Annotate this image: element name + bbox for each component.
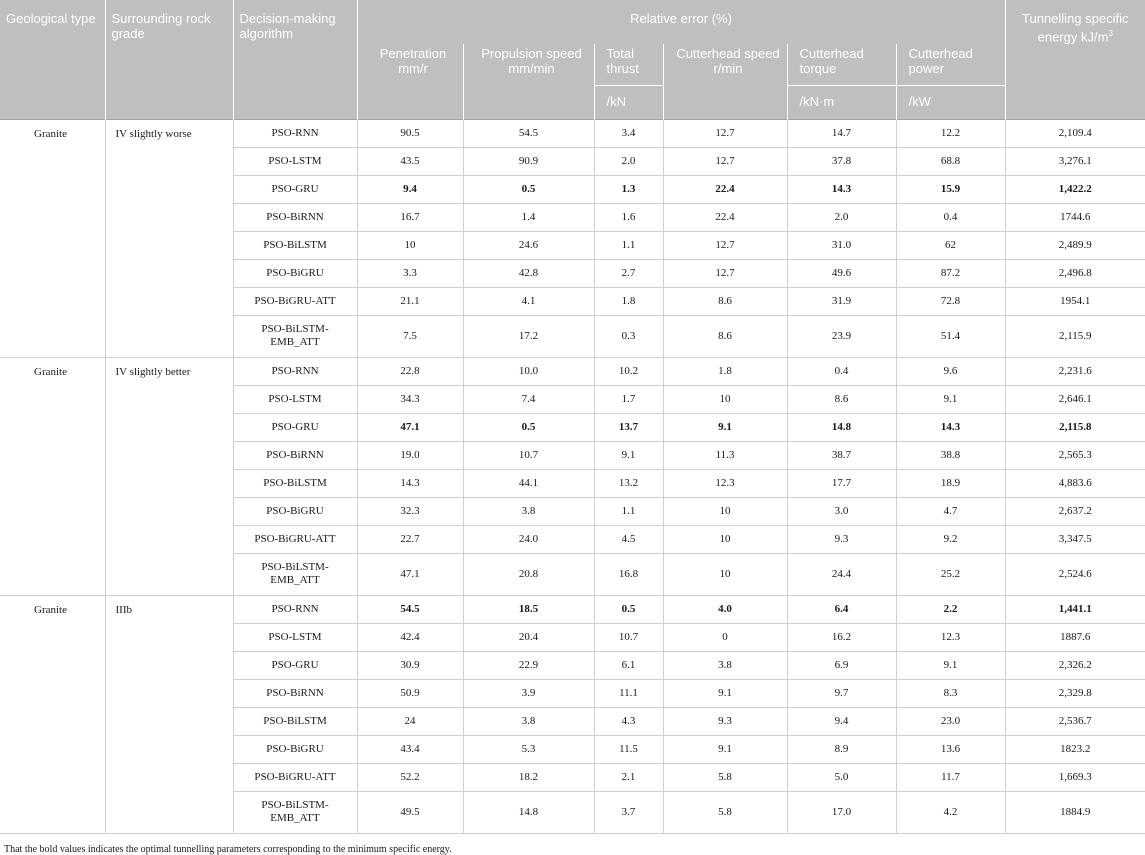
geological-type-header: Geological type: [0, 0, 105, 119]
value-cell: 1954.1: [1005, 287, 1145, 315]
value-cell: 87.2: [896, 259, 1005, 287]
value-cell: 20.8: [463, 553, 594, 595]
value-cell: 10: [663, 497, 787, 525]
value-cell: 2,536.7: [1005, 707, 1145, 735]
value-cell: 4.2: [896, 791, 1005, 833]
value-cell: 37.8: [787, 147, 896, 175]
table-row: [0, 595, 1145, 623]
value-cell: 5.0: [787, 763, 896, 791]
value-cell: 1884.9: [1005, 791, 1145, 833]
table-header: [0, 0, 1145, 119]
value-cell: 10.2: [594, 357, 663, 385]
algorithm-cell: PSO-BiGRU: [233, 497, 357, 525]
value-cell: 2,231.6: [1005, 357, 1145, 385]
algorithm-cell: PSO-BiGRU: [233, 735, 357, 763]
table-body: [0, 119, 1145, 833]
value-cell: 14.7: [787, 119, 896, 147]
value-cell: 14.3: [896, 413, 1005, 441]
value-cell: 22.4: [663, 175, 787, 203]
value-cell: 2,115.8: [1005, 413, 1145, 441]
value-cell: 12.3: [663, 469, 787, 497]
value-cell: 12.7: [663, 147, 787, 175]
value-cell: 23.0: [896, 707, 1005, 735]
value-cell: 1823.2: [1005, 735, 1145, 763]
value-cell: 0.3: [594, 315, 663, 357]
value-cell: 54.5: [357, 595, 463, 623]
value-cell: 7.5: [357, 315, 463, 357]
value-cell: 13.2: [594, 469, 663, 497]
value-cell: 42.4: [357, 623, 463, 651]
value-cell: 2,326.2: [1005, 651, 1145, 679]
algorithm-cell: PSO-BiLSTM- EMB_ATT: [233, 553, 357, 595]
value-cell: 9.1: [663, 413, 787, 441]
value-cell: 18.2: [463, 763, 594, 791]
value-cell: 14.3: [787, 175, 896, 203]
value-cell: 23.9: [787, 315, 896, 357]
value-cell: 2,109.4: [1005, 119, 1145, 147]
value-cell: 2.2: [896, 595, 1005, 623]
value-cell: 1.8: [663, 357, 787, 385]
value-cell: 16.8: [594, 553, 663, 595]
value-cell: 4.0: [663, 595, 787, 623]
power-unit: /kW: [896, 85, 1005, 119]
value-cell: 15.9: [896, 175, 1005, 203]
algorithm-cell: PSO-BiGRU: [233, 259, 357, 287]
value-cell: 42.8: [463, 259, 594, 287]
value-cell: 9.1: [594, 441, 663, 469]
value-cell: 9.1: [896, 651, 1005, 679]
value-cell: 12.7: [663, 259, 787, 287]
value-cell: 16.7: [357, 203, 463, 231]
value-cell: 18.9: [896, 469, 1005, 497]
value-cell: 17.2: [463, 315, 594, 357]
algorithm-cell: PSO-BiGRU-ATT: [233, 525, 357, 553]
value-cell: 9.3: [787, 525, 896, 553]
algorithm-cell: PSO-BiGRU-ATT: [233, 763, 357, 791]
rock-grade-header: Surrounding rock grade: [105, 0, 233, 119]
value-cell: 9.3: [663, 707, 787, 735]
value-cell: 0.5: [463, 175, 594, 203]
value-cell: 50.9: [357, 679, 463, 707]
value-cell: 10.0: [463, 357, 594, 385]
algorithm-cell: PSO-BiRNN: [233, 203, 357, 231]
value-cell: 38.7: [787, 441, 896, 469]
value-cell: 30.9: [357, 651, 463, 679]
value-cell: 16.2: [787, 623, 896, 651]
value-cell: 3.0: [787, 497, 896, 525]
value-cell: 1,669.3: [1005, 763, 1145, 791]
value-cell: 4.5: [594, 525, 663, 553]
value-cell: 8.3: [896, 679, 1005, 707]
value-cell: 13.6: [896, 735, 1005, 763]
algorithm-header: Decision-making algorithm: [233, 0, 357, 119]
value-cell: 10: [663, 525, 787, 553]
value-cell: 2,496.8: [1005, 259, 1145, 287]
value-cell: 3.9: [463, 679, 594, 707]
algorithm-cell: PSO-BiRNN: [233, 679, 357, 707]
algorithm-cell: PSO-BiLSTM: [233, 707, 357, 735]
table-row: [0, 119, 1145, 147]
value-cell: 2,489.9: [1005, 231, 1145, 259]
value-cell: 10.7: [463, 441, 594, 469]
value-cell: 2,565.3: [1005, 441, 1145, 469]
algorithm-cell: PSO-RNN: [233, 595, 357, 623]
value-cell: 24.0: [463, 525, 594, 553]
value-cell: 90.9: [463, 147, 594, 175]
value-cell: 14.8: [787, 413, 896, 441]
value-cell: 44.1: [463, 469, 594, 497]
algorithm-cell: PSO-BiLSTM: [233, 231, 357, 259]
value-cell: 11.1: [594, 679, 663, 707]
value-cell: 17.7: [787, 469, 896, 497]
value-cell: 31.0: [787, 231, 896, 259]
algorithm-cell: PSO-RNN: [233, 357, 357, 385]
value-cell: 1,441.1: [1005, 595, 1145, 623]
value-cell: 0: [663, 623, 787, 651]
thrust-header: Total thrust: [594, 44, 663, 85]
value-cell: 3,347.5: [1005, 525, 1145, 553]
algorithm-cell: PSO-BiRNN: [233, 441, 357, 469]
value-cell: 2.1: [594, 763, 663, 791]
value-cell: 1887.6: [1005, 623, 1145, 651]
value-cell: 22.8: [357, 357, 463, 385]
value-cell: 0.5: [594, 595, 663, 623]
value-cell: 52.2: [357, 763, 463, 791]
value-cell: 10.7: [594, 623, 663, 651]
value-cell: 19.0: [357, 441, 463, 469]
propulsion-header: Propulsion speed mm/min: [463, 44, 594, 119]
value-cell: 11.7: [896, 763, 1005, 791]
value-cell: 72.8: [896, 287, 1005, 315]
value-cell: 21.1: [357, 287, 463, 315]
value-cell: 49.6: [787, 259, 896, 287]
value-cell: 31.9: [787, 287, 896, 315]
geological-type-cell: Granite: [0, 119, 105, 357]
algorithm-cell: PSO-BiLSTM- EMB_ATT: [233, 791, 357, 833]
rock-grade-cell: IIIb: [105, 595, 233, 833]
value-cell: 68.8: [896, 147, 1005, 175]
value-cell: 1744.6: [1005, 203, 1145, 231]
value-cell: 3.8: [463, 497, 594, 525]
value-cell: 62: [896, 231, 1005, 259]
value-cell: 7.4: [463, 385, 594, 413]
value-cell: 4,883.6: [1005, 469, 1145, 497]
value-cell: 22.9: [463, 651, 594, 679]
value-cell: 3.3: [357, 259, 463, 287]
energy-header: [1005, 0, 1145, 119]
algorithm-cell: PSO-BiGRU-ATT: [233, 287, 357, 315]
value-cell: 54.5: [463, 119, 594, 147]
torque-header: Cutterhead torque: [787, 44, 896, 85]
value-cell: 6.4: [787, 595, 896, 623]
algorithm-cell: PSO-BiLSTM: [233, 469, 357, 497]
relative-error-header: Relative error (%): [357, 0, 1005, 44]
value-cell: 12.7: [663, 231, 787, 259]
energy-label: Tunnelling specific energy kJ/m: [1022, 11, 1129, 45]
value-cell: 1,422.2: [1005, 175, 1145, 203]
value-cell: 4.3: [594, 707, 663, 735]
value-cell: 14.3: [357, 469, 463, 497]
value-cell: 10: [663, 385, 787, 413]
value-cell: 90.5: [357, 119, 463, 147]
value-cell: 2,524.6: [1005, 553, 1145, 595]
value-cell: 0.4: [896, 203, 1005, 231]
algorithm-cell: PSO-GRU: [233, 413, 357, 441]
value-cell: 9.2: [896, 525, 1005, 553]
value-cell: 4.1: [463, 287, 594, 315]
torque-unit: /kN·m: [787, 85, 896, 119]
value-cell: 5.3: [463, 735, 594, 763]
value-cell: 38.8: [896, 441, 1005, 469]
value-cell: 24.4: [787, 553, 896, 595]
thrust-unit: /kN: [594, 85, 663, 119]
value-cell: 34.3: [357, 385, 463, 413]
value-cell: 24.6: [463, 231, 594, 259]
value-cell: 22.4: [663, 203, 787, 231]
footnote: That the bold values indicates the optimal tunnelling parameters corresponding to the minimum specific energy.: [4, 843, 452, 855]
value-cell: 8.6: [663, 315, 787, 357]
value-cell: 3,276.1: [1005, 147, 1145, 175]
table-row: [0, 357, 1145, 385]
value-cell: 2.0: [787, 203, 896, 231]
value-cell: 3.8: [663, 651, 787, 679]
value-cell: 5.8: [663, 791, 787, 833]
value-cell: 8.6: [663, 287, 787, 315]
algorithm-cell: PSO-BiLSTM- EMB_ATT: [233, 315, 357, 357]
algorithm-cell: PSO-GRU: [233, 651, 357, 679]
value-cell: 11.3: [663, 441, 787, 469]
value-cell: 9.7: [787, 679, 896, 707]
speed-header: Cutterhead speed r/min: [663, 44, 787, 119]
value-cell: 10: [357, 231, 463, 259]
value-cell: 10: [663, 553, 787, 595]
algorithm-cell: PSO-RNN: [233, 119, 357, 147]
value-cell: 3.7: [594, 791, 663, 833]
value-cell: 9.1: [663, 679, 787, 707]
value-cell: 43.5: [357, 147, 463, 175]
algorithm-cell: PSO-LSTM: [233, 385, 357, 413]
penetration-header: Penetration mm/r: [357, 44, 463, 119]
value-cell: 2.7: [594, 259, 663, 287]
value-cell: 9.1: [663, 735, 787, 763]
rock-grade-cell: IV slightly worse: [105, 119, 233, 357]
value-cell: 12.7: [663, 119, 787, 147]
value-cell: 1.4: [463, 203, 594, 231]
value-cell: 32.3: [357, 497, 463, 525]
value-cell: 1.6: [594, 203, 663, 231]
value-cell: 49.5: [357, 791, 463, 833]
value-cell: 2,646.1: [1005, 385, 1145, 413]
value-cell: 0.5: [463, 413, 594, 441]
value-cell: 9.1: [896, 385, 1005, 413]
algorithm-cell: PSO-GRU: [233, 175, 357, 203]
value-cell: 9.4: [357, 175, 463, 203]
value-cell: 8.6: [787, 385, 896, 413]
value-cell: 12.2: [896, 119, 1005, 147]
value-cell: 2,329.8: [1005, 679, 1145, 707]
value-cell: 4.7: [896, 497, 1005, 525]
value-cell: 2,115.9: [1005, 315, 1145, 357]
geological-type-cell: Granite: [0, 595, 105, 833]
value-cell: 1.1: [594, 231, 663, 259]
value-cell: 8.9: [787, 735, 896, 763]
value-cell: 2.0: [594, 147, 663, 175]
value-cell: 17.0: [787, 791, 896, 833]
value-cell: 1.1: [594, 497, 663, 525]
value-cell: 1.7: [594, 385, 663, 413]
value-cell: 1.8: [594, 287, 663, 315]
value-cell: 9.4: [787, 707, 896, 735]
value-cell: 2,637.2: [1005, 497, 1145, 525]
algorithm-cell: PSO-LSTM: [233, 623, 357, 651]
value-cell: 20.4: [463, 623, 594, 651]
value-cell: 9.6: [896, 357, 1005, 385]
algorithm-cell: PSO-LSTM: [233, 147, 357, 175]
value-cell: 11.5: [594, 735, 663, 763]
value-cell: 43.4: [357, 735, 463, 763]
value-cell: 1.3: [594, 175, 663, 203]
value-cell: 47.1: [357, 553, 463, 595]
value-cell: 0.4: [787, 357, 896, 385]
value-cell: 24: [357, 707, 463, 735]
value-cell: 18.5: [463, 595, 594, 623]
value-cell: 12.3: [896, 623, 1005, 651]
geological-type-cell: Granite: [0, 357, 105, 595]
value-cell: 3.8: [463, 707, 594, 735]
value-cell: 3.4: [594, 119, 663, 147]
value-cell: 5.8: [663, 763, 787, 791]
value-cell: 13.7: [594, 413, 663, 441]
value-cell: 47.1: [357, 413, 463, 441]
value-cell: 51.4: [896, 315, 1005, 357]
energy-superscript: 3: [1108, 29, 1113, 38]
value-cell: 6.1: [594, 651, 663, 679]
value-cell: 25.2: [896, 553, 1005, 595]
value-cell: 22.7: [357, 525, 463, 553]
value-cell: 6.9: [787, 651, 896, 679]
value-cell: 14.8: [463, 791, 594, 833]
power-header: Cutterhead power: [896, 44, 1005, 85]
rock-grade-cell: IV slightly better: [105, 357, 233, 595]
